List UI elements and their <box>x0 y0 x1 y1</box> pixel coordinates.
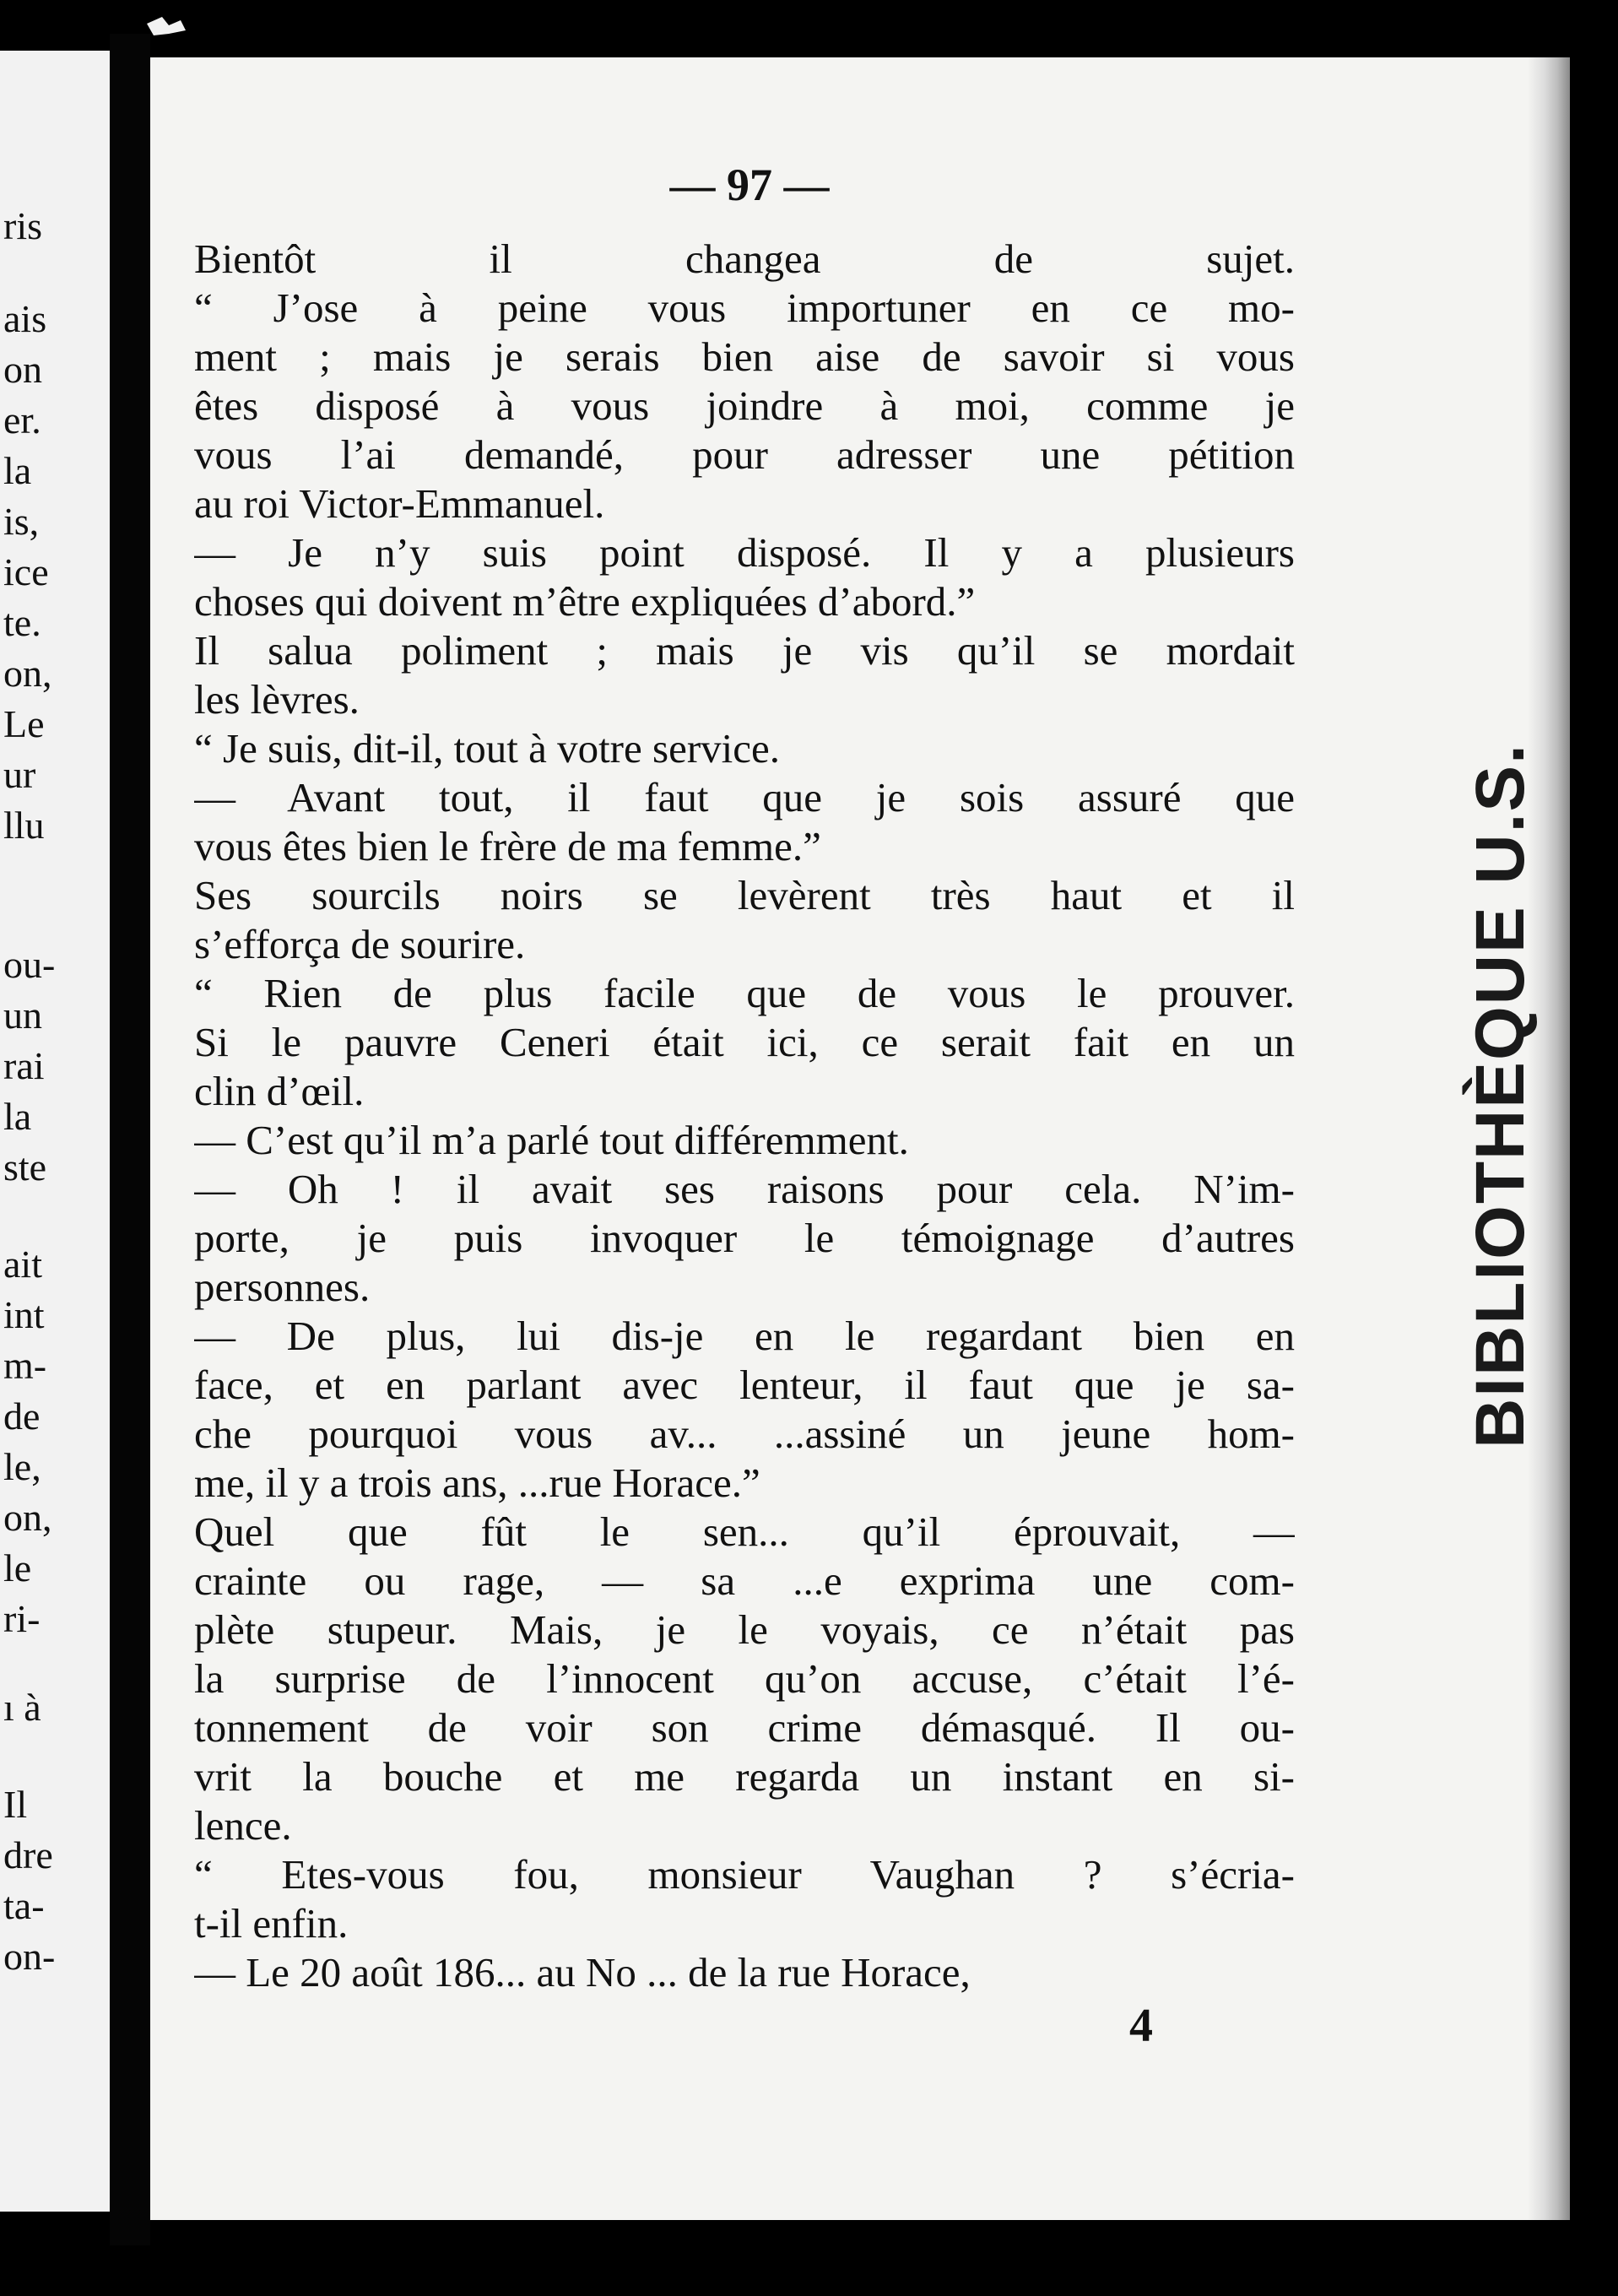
left-page-fragment: te. <box>3 601 41 644</box>
left-page <box>0 51 110 2212</box>
text-line: Il salua poliment ; mais je vis qu’il se mordait <box>194 627 1295 674</box>
left-page-fragment: ait <box>3 1243 42 1286</box>
text-line: choses qui doivent m’être expliquées d’abord.” <box>194 578 976 625</box>
text-line: vous l’ai demandé, pour adresser une pétition <box>194 431 1295 478</box>
left-page-fragment: de <box>3 1394 41 1438</box>
text-line: vous êtes bien le frère de ma femme.” <box>194 823 821 869</box>
left-page-fragment: ris <box>3 204 42 247</box>
text-line: êtes disposé à vous joindre à moi, comme je <box>194 382 1295 429</box>
left-page-fragment: la <box>3 1095 32 1138</box>
left-page-fragment: on <box>3 348 42 391</box>
text-line: ment ; mais je serais bien aise de savoir si vous <box>194 333 1295 380</box>
library-stamp-text: BIBLIOTHÈQUE U.S. <box>1462 743 1539 1449</box>
text-line: au roi Victor-Emmanuel. <box>194 480 605 527</box>
text-line: plète stupeur. Mais, je le voyais, ce n’était pas <box>194 1606 1295 1653</box>
binding-mark <box>143 8 194 42</box>
text-line: “ Etes-vous fou, monsieur Vaughan ? s’écria- <box>194 1851 1295 1898</box>
left-page-fragment: Il <box>3 1783 28 1826</box>
left-page-fragment: on, <box>3 652 52 695</box>
text-line: Quel que fût le sen... qu’il éprouvait, — <box>194 1508 1295 1555</box>
text-line: — Oh ! il avait ses raisons pour cela. N’im- <box>194 1166 1295 1212</box>
text-line: che pourquoi vous av... ...assiné un jeune hom- <box>194 1411 1295 1457</box>
page-number: — 97 — <box>669 160 830 210</box>
text-line: — Le 20 août 186... au No ... de la rue Horace, <box>194 1949 971 1995</box>
text-line: Si le pauvre Ceneri était ici, ce serait fait en un <box>194 1019 1295 1065</box>
text-line: crainte ou rage, — sa ...e exprima une com- <box>194 1557 1295 1604</box>
text-line: clin d’œil. <box>194 1068 365 1114</box>
left-page-fragment: ur <box>3 753 36 796</box>
left-page-fragment: ice <box>3 550 49 593</box>
left-page-fragment: er. <box>3 398 41 441</box>
text-line: — C’est qu’il m’a parlé tout différemment. <box>194 1117 909 1163</box>
text-line: — Je n’y suis point disposé. Il y a plusieurs <box>194 529 1295 576</box>
text-line: Bientôt il changea de sujet. <box>194 236 1295 282</box>
book-gutter <box>110 34 150 2245</box>
text-line: personnes. <box>194 1264 371 1310</box>
text-line: “ Rien de plus facile que de vous le prouver. <box>194 970 1295 1016</box>
text-line: — Avant tout, il faut que je sois assuré que <box>194 774 1295 820</box>
right-page <box>150 57 1570 2220</box>
text-line: “ Je suis, dit-il, tout à votre service. <box>194 725 780 772</box>
left-page-fragment: ta- <box>3 1884 45 1927</box>
left-page-fragment: le, <box>3 1445 41 1488</box>
page-body-text <box>194 235 1295 1997</box>
left-page-fragment: llu <box>3 804 45 847</box>
text-line: lence. <box>194 1802 292 1849</box>
text-line: s’efforça de sourire. <box>194 921 526 967</box>
text-line: tonnement de voir son crime démasqué. Il ou- <box>194 1704 1295 1751</box>
left-page-fragment: on- <box>3 1935 56 1978</box>
left-page-fragment: int <box>3 1293 45 1336</box>
text-line: face, et en parlant avec lenteur, il faut que je sa- <box>194 1362 1295 1408</box>
left-page-fragment: ou- <box>3 943 56 986</box>
text-line: — De plus, lui dis-je en le regardant bien en <box>194 1313 1295 1359</box>
text-line: t-il enfin. <box>194 1900 349 1947</box>
left-page-fragment: dre <box>3 1833 53 1876</box>
left-page-fragment: m- <box>3 1344 47 1387</box>
text-line: Ses sourcils noirs se levèrent très haut et il <box>194 872 1295 918</box>
text-line: porte, je puis invoquer le témoignage d’autres <box>194 1215 1295 1261</box>
left-page-fragment: le <box>3 1546 32 1589</box>
text-line: les lèvres. <box>194 676 360 723</box>
text-line: me, il y a trois ans, ...rue Horace.” <box>194 1459 760 1506</box>
left-page-fragment: ais <box>3 297 47 340</box>
left-page-fragment: is, <box>3 500 40 543</box>
signature-mark: 4 <box>1129 2000 1153 2052</box>
left-page-fragment: ı à <box>3 1686 41 1729</box>
left-page-fragment: on, <box>3 1496 52 1539</box>
left-page-fragment: ri- <box>3 1597 41 1640</box>
left-page-fragment: la <box>3 449 32 492</box>
left-page-fragment: Le <box>3 702 45 745</box>
text-line: “ J’ose à peine vous importuner en ce mo- <box>194 284 1295 331</box>
left-page-fragment: ste <box>3 1145 47 1189</box>
library-stamp <box>1450 743 1551 1449</box>
text-line: vrit la bouche et me regarda un instant en si- <box>194 1753 1295 1800</box>
text-line: la surprise de l’innocent qu’on accuse, c’était l’é- <box>194 1655 1295 1702</box>
left-page-fragment: un <box>3 994 42 1037</box>
left-page-fragment: rai <box>3 1044 45 1087</box>
